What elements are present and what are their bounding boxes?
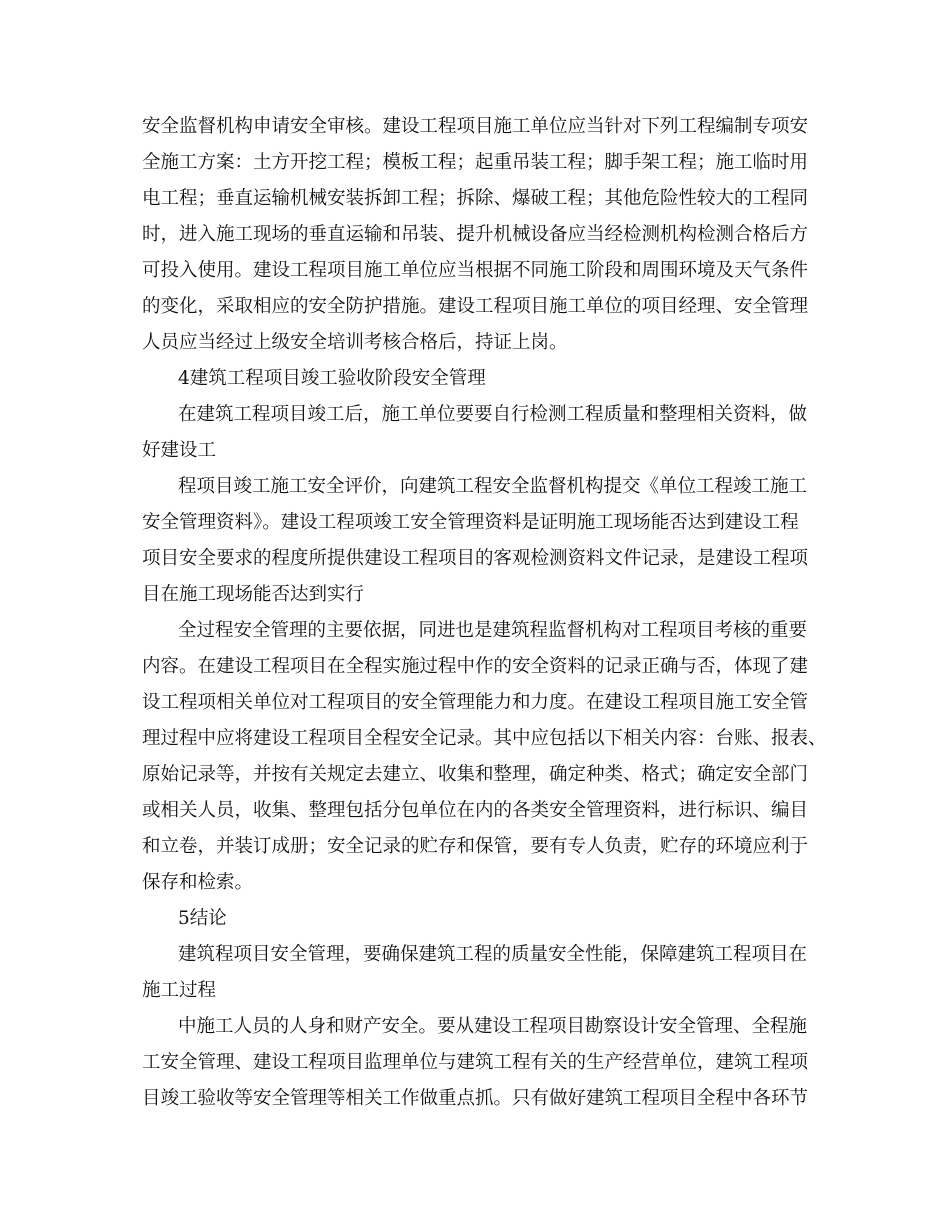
- paragraph-line: 安全监督机构申请安全审核。建设工程项目施工单位应当针对下列工程编制专项安: [142, 116, 809, 137]
- paragraph-line: 目竣工验收等安全管理等相关工作做重点抓。只有做好建筑工程项目全程中各环节: [142, 1088, 809, 1109]
- paragraph-line: 人员应当经过上级安全培训考核合格后，持证上岗。: [142, 332, 568, 353]
- paragraph-line: 建筑程项目安全管理，要确保建筑工程的质量安全性能，保障建筑工程项目在: [178, 944, 808, 965]
- section-heading: 5结论: [178, 908, 227, 929]
- paragraph-line: 工安全管理、建设工程项目监理单位与建筑工程有关的生产经营单位，建筑工程项: [142, 1052, 809, 1073]
- paragraph-line: 全过程安全管理的主要依据，同进也是建筑程监督机构对工程项目考核的重要: [178, 620, 808, 641]
- paragraph-line: 中施工人员的人身和财产安全。要从建设工程项目勘察设计安全管理、全程施: [178, 1016, 808, 1037]
- paragraph-line: 程项目竣工施工安全评价，向建筑工程安全监督机构提交《单位工程竣工施工: [178, 476, 808, 497]
- paragraph-line: 安全管理资料》。建设工程项竣工安全管理资料是证明施工现场能否达到建设工程: [142, 512, 799, 533]
- paragraph-line: 或相关人员，收集、整理包括分包单位在内的各类安全管理资料，进行标识、编目: [142, 800, 809, 821]
- paragraph-line: 理过程中应将建设工程项目全程安全记录。其中应包括以下相关内容：台账、报表、: [142, 728, 827, 749]
- paragraph-line: 目在施工现场能否达到实行: [142, 584, 365, 605]
- paragraph-line: 的变化，采取相应的安全防护措施。建设工程项目施工单位的项目经理、安全管理: [142, 296, 809, 317]
- paragraph-line: 原始记录等，并按有关规定去建立、收集和整理，确定种类、格式；确定安全部门: [142, 764, 809, 785]
- paragraph-line: 内容。在建设工程项目在全程实施过程中作的安全资料的记录正确与否，体现了建: [142, 656, 809, 677]
- paragraph-line: 好建设工: [142, 440, 217, 461]
- paragraph-line: 保存和检索。: [142, 872, 254, 893]
- paragraph-line: 电工程；垂直运输机械安装拆卸工程；拆除、爆破工程；其他危险性较大的工程同: [142, 188, 809, 209]
- paragraph-line: 设工程项相关单位对工程项目的安全管理能力和力度。在建设工程项目施工安全管: [142, 692, 809, 713]
- paragraph-line: 在建筑工程项目竣工后，施工单位要要自行检测工程质量和整理相关资料，做: [178, 404, 808, 425]
- paragraph-line: 和立卷，并装订成册；安全记录的贮存和保管，要有专人负责，贮存的环境应利于: [142, 836, 809, 857]
- paragraph-line: 项目安全要求的程度所提供建设工程项目的客观检测资料文件记录，是建设工程项: [142, 548, 809, 569]
- paragraph-line: 全施工方案：土方开挖工程；模板工程；起重吊装工程；脚手架工程；施工临时用: [142, 152, 809, 173]
- section-heading: 4建筑工程项目竣工验收阶段安全管理: [178, 368, 486, 389]
- paragraph-line: 可投入使用。建设工程项目施工单位应当根据不同施工阶段和周围环境及天气条件: [142, 260, 809, 281]
- paragraph-line: 时，进入施工现场的垂直运输和吊装、提升机械设备应当经检测机构检测合格后方: [142, 224, 809, 245]
- paragraph-line: 施工过程: [142, 980, 217, 1001]
